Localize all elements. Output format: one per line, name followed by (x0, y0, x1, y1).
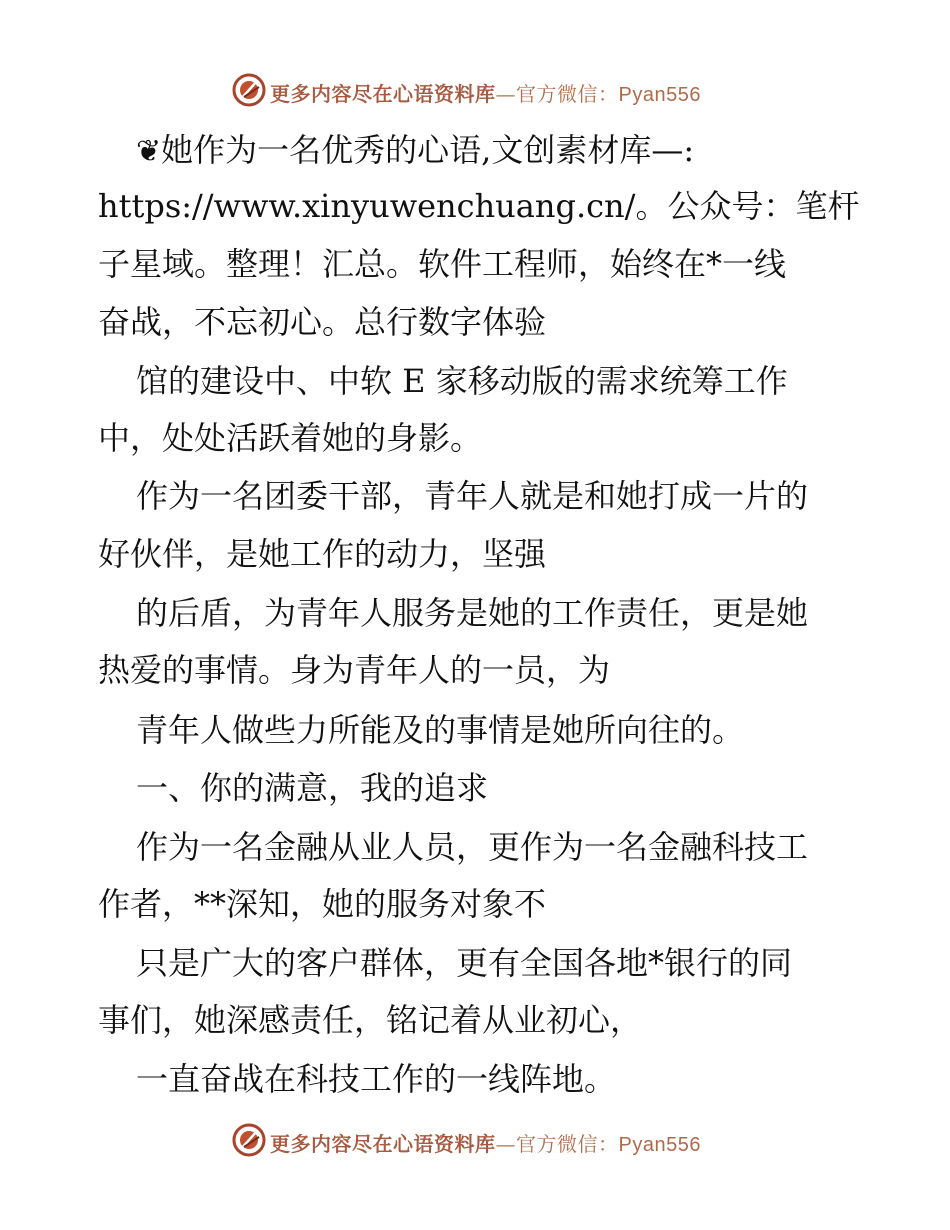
paragraph-line-17: 一直奋战在科技工作的一线阵地。 (136, 1060, 617, 1098)
banner-wechat-label: 官方微信： (516, 82, 619, 106)
line-text: 她作为一名优秀的心语,文创素材库—: (161, 131, 695, 169)
paragraph-line-7: 作为一名团委干部，青年人就是和她打成一片的 (136, 477, 809, 515)
paragraph-line-14: 作者，**深知，她的服务对象不 (98, 885, 547, 923)
paragraph-line-6: 中，处处活跃着她的身影。 (98, 419, 483, 457)
floral-heart-icon: ❦ (136, 134, 162, 169)
footer-watermark-banner (0, 1121, 950, 1161)
book-quill-logo-icon (232, 1123, 266, 1157)
paragraph-line-4: 奋战，不忘初心。总行数字体验 (98, 303, 547, 341)
paragraph-line-2: https://www.xinyuwenchuang.cn/。公众号：笔杆 (98, 187, 860, 225)
paragraph-line-15: 只是广大的客户群体，更有全国各地*银行的同 (136, 944, 793, 982)
paragraph-line-13: 作为一名金融从业人员，更作为一名金融科技工 (136, 828, 809, 866)
paragraph-line-1 (136, 130, 694, 172)
paragraph-line-8: 好伙伴，是她工作的动力，坚强 (98, 535, 547, 573)
banner-wechat-id: Pyan556 (618, 84, 701, 106)
section-heading-line: 一、你的满意，我的追求 (136, 769, 489, 807)
banner-site-name: 更多内容尽在心语资料库 (270, 1132, 496, 1156)
banner-dash: — (495, 82, 516, 106)
paragraph-line-3: 子星域。整理！汇总。软件工程师，始终在*一线 (98, 245, 787, 283)
paragraph-line-11: 青年人做些力所能及的事情是她所向往的。 (136, 711, 745, 749)
paragraph-line-9: 的后盾，为青年人服务是她的工作责任，更是她 (136, 594, 809, 632)
banner-wechat-label: 官方微信： (516, 1132, 619, 1156)
banner-text (270, 78, 701, 107)
banner-wechat-id: Pyan556 (618, 1134, 701, 1156)
paragraph-line-5: 馆的建设中、中软 E 家移动版的需求统筹工作 (136, 362, 788, 400)
banner-dash: — (495, 1132, 516, 1156)
banner-site-name: 更多内容尽在心语资料库 (270, 82, 496, 106)
paragraph-line-16: 事们，她深感责任，铭记着从业初心， (98, 1001, 643, 1039)
book-quill-logo-icon (232, 73, 266, 107)
banner-text (270, 1128, 701, 1157)
header-watermark-banner (0, 71, 950, 111)
paragraph-line-10: 热爱的事情。身为青年人的一员，为 (98, 651, 611, 689)
